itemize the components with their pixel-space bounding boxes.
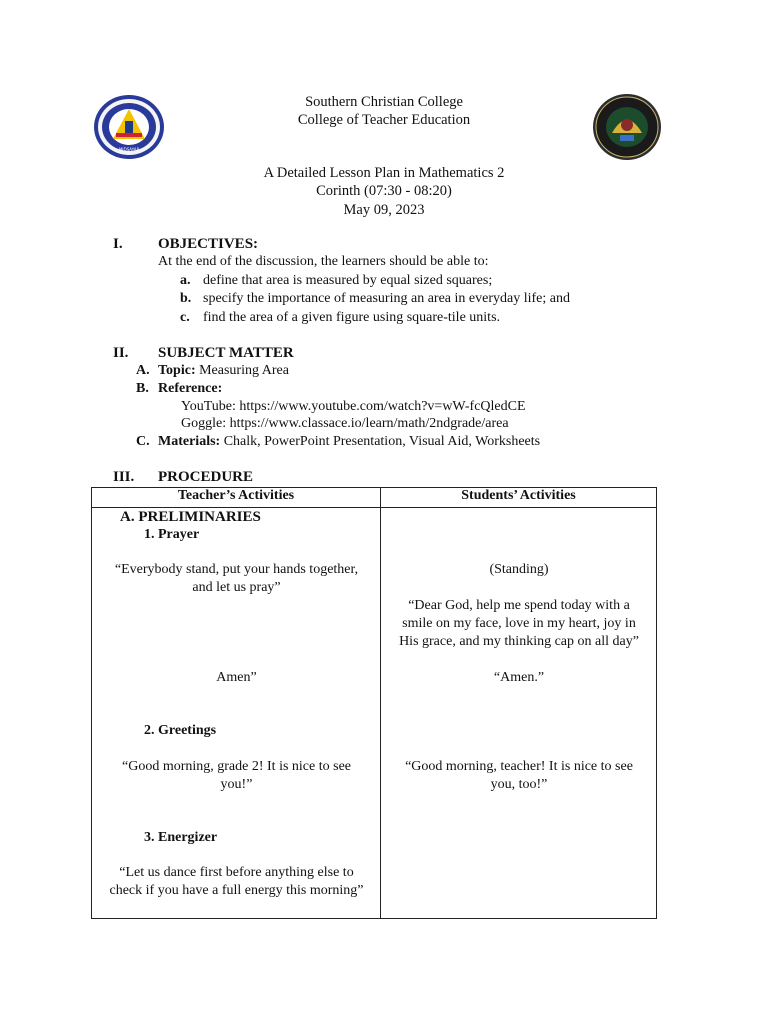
preliminaries-heading: A. PRELIMINARIES bbox=[120, 509, 261, 525]
objective-letter: b. bbox=[180, 291, 192, 306]
teacher-activities-cell bbox=[92, 508, 381, 919]
lesson-date: May 09, 2023 bbox=[343, 202, 425, 218]
materials-value: Chalk, PowerPoint Presentation, Visual Aid, Worksheets bbox=[223, 434, 541, 449]
greetings-heading: 2. Greetings bbox=[144, 723, 217, 738]
greeting-student-line: “Good morning, teacher! It is nice to see bbox=[405, 759, 633, 774]
objectives-title: OBJECTIVES: bbox=[158, 236, 259, 252]
reference-letter: B. bbox=[136, 381, 149, 396]
reference-label: Reference: bbox=[158, 381, 223, 396]
objective-item: define that area is measured by equal sized squares; bbox=[203, 273, 493, 288]
energizer-teacher-line: check if you have a full energy this morning” bbox=[109, 883, 364, 898]
school-name: Southern Christian College bbox=[305, 94, 463, 110]
objectives-intro: At the end of the discussion, the learners should be able to: bbox=[158, 254, 489, 269]
energizer-heading: 3. Energizer bbox=[144, 830, 218, 845]
prayer-student-line: “Dear God, help me spend today with a bbox=[408, 598, 630, 613]
lesson-plan-title: A Detailed Lesson Plan in Mathematics 2 bbox=[263, 165, 505, 181]
college-name: College of Teacher Education bbox=[297, 112, 471, 128]
objective-item: find the area of a given figure using square-tile units. bbox=[203, 310, 501, 325]
amen-teacher: Amen” bbox=[216, 670, 257, 685]
topic-value: Measuring Area bbox=[199, 363, 289, 378]
prayer-teacher-line: “Everybody stand, put your hands together, bbox=[114, 562, 359, 577]
prayer-teacher-line: and let us pray” bbox=[192, 580, 281, 595]
students-activities-header: Students’ Activities bbox=[381, 488, 657, 508]
materials-letter: C. bbox=[136, 434, 150, 449]
energizer-teacher-line: “Let us dance first before anything else to bbox=[119, 865, 354, 880]
subject-matter-title: SUBJECT MATTER bbox=[158, 345, 294, 361]
teacher-activities-header: Teacher’s Activities bbox=[92, 488, 381, 508]
greeting-student-line: you, too!” bbox=[490, 777, 548, 792]
subject-matter-number: II. bbox=[113, 345, 129, 361]
amen-student: “Amen.” bbox=[493, 670, 545, 685]
procedure-table bbox=[91, 487, 657, 919]
materials-line bbox=[158, 434, 540, 450]
topic-line bbox=[158, 363, 289, 379]
section-time: Corinth (07:30 - 08:20) bbox=[316, 183, 452, 199]
prayer-student-line: His grace, and my thinking cap on all day” bbox=[399, 634, 639, 649]
topic-label: Topic: bbox=[158, 363, 196, 378]
objective-letter: c. bbox=[180, 310, 190, 325]
procedure-number: III. bbox=[113, 469, 135, 485]
prayer-student-standing: (Standing) bbox=[489, 562, 549, 577]
prayer-heading: 1. Prayer bbox=[144, 527, 200, 542]
materials-label: Materials: bbox=[158, 434, 221, 449]
svg-text:MIDSAYAP: MIDSAYAP bbox=[118, 147, 140, 152]
objective-letter: a. bbox=[180, 273, 191, 288]
objective-item: specify the importance of measuring an area in everyday life; and bbox=[203, 291, 570, 306]
greeting-teacher-line: you!” bbox=[220, 777, 253, 792]
prayer-student-line: smile on my face, love in my heart, joy in bbox=[402, 616, 636, 631]
students-activities-cell bbox=[381, 508, 657, 919]
reference-youtube: YouTube: https://www.youtube.com/watch?v=wW-fcQledCE bbox=[181, 399, 526, 414]
topic-letter: A. bbox=[136, 363, 150, 378]
reference-goggle: Goggle: https://www.classace.io/learn/math/2ndgrade/area bbox=[181, 416, 509, 431]
greeting-teacher-line: “Good morning, grade 2! It is nice to see bbox=[122, 759, 351, 774]
objectives-number: I. bbox=[113, 236, 123, 252]
procedure-title: PROCEDURE bbox=[158, 469, 254, 485]
